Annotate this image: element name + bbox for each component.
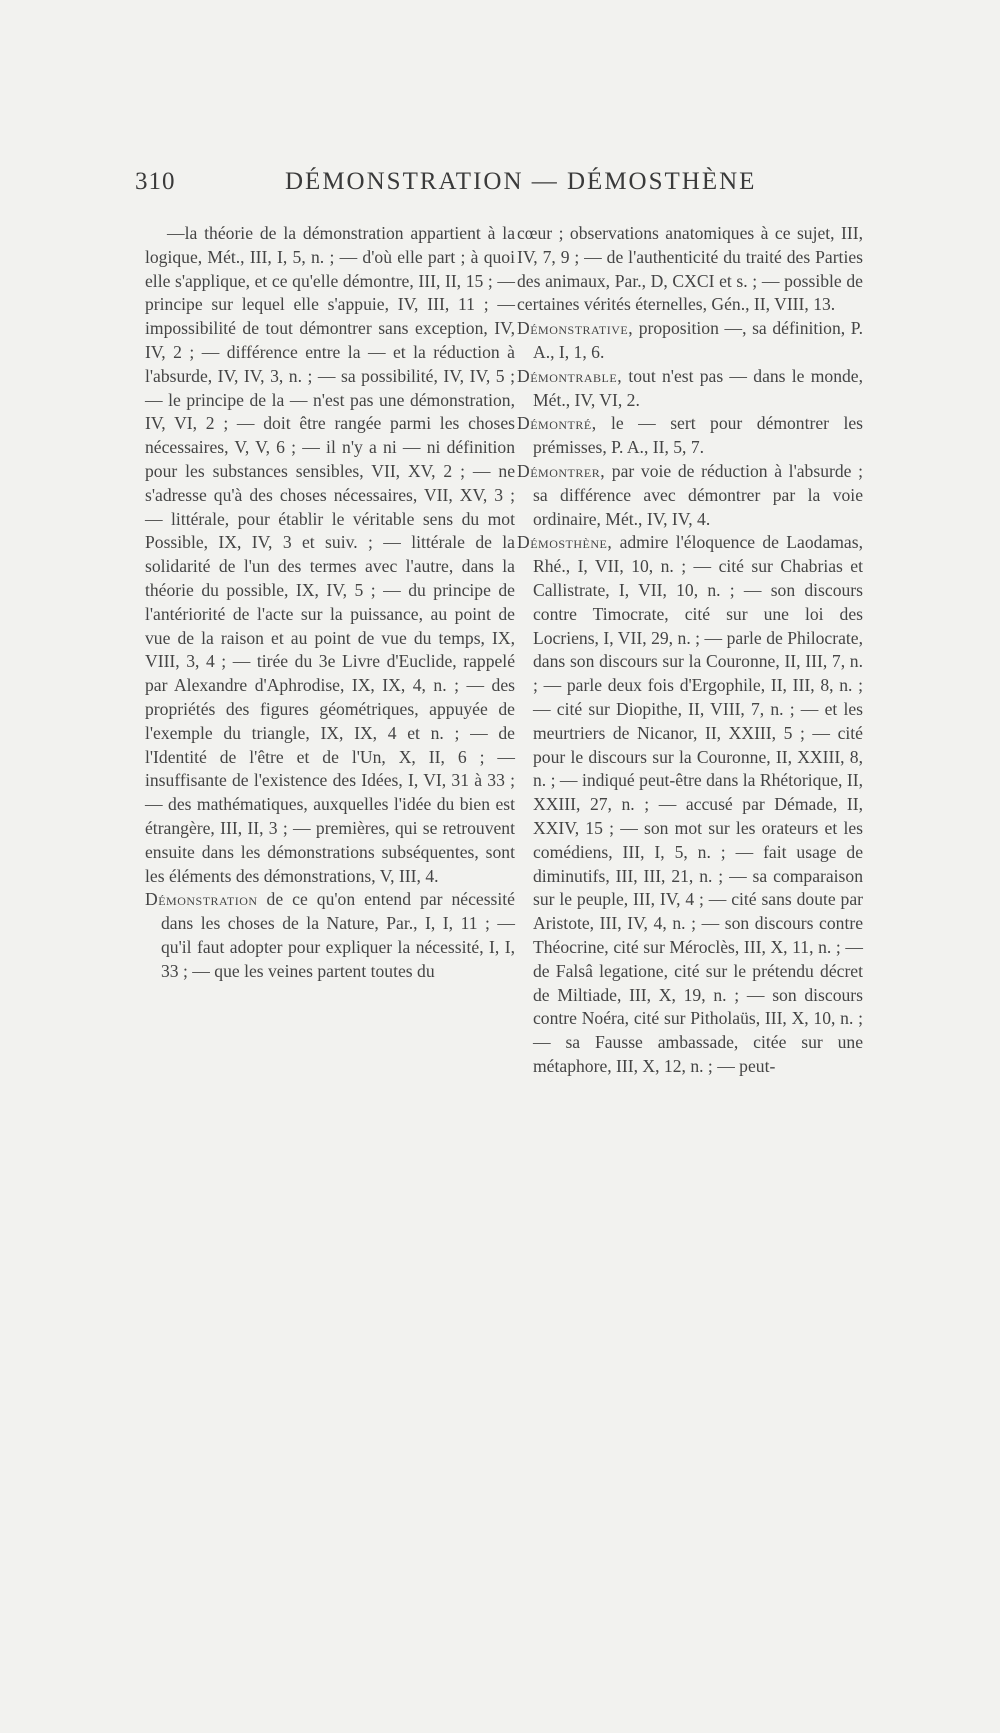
index-entry-demosthene [517,531,863,1078]
entry-headword: Démosthène, [517,532,613,553]
index-entry-demonstration [145,888,515,983]
entry-text: de ce qu'on entend par nécessité dans les choses de la Nature, Par., I, I, 11 ; — qu'il faut adopter pour expliquer la nécessité, I, I, 33 ; — que les veines partent toutes du [161,889,515,981]
entry-headword: Démontré, [517,413,597,434]
index-entry-demonstrative [517,317,863,365]
page-number: 310 [135,168,176,195]
entry-text: le — sert pour démontrer les prémisses, P. A., II, 5, 7. [533,413,863,458]
index-entry-demontrable [517,365,863,413]
left-column [145,222,515,984]
running-title: DÉMONSTRATION — DÉMOSTHÈNE [285,168,757,195]
running-header [135,168,835,208]
entry-headword: Démontrer, [517,460,606,481]
entry-text: par voie de réduction à l'absurde ; sa différence avec démontrer par la voie ordinaire, Mét., IV, IV, 4. [533,460,863,529]
entry-text: proposition —, sa définition, P. A., I, 1, 6. [533,318,863,362]
index-entry-demontrer [517,460,863,531]
right-column [517,222,863,1079]
entry-headword: Démonstrative, [517,318,634,339]
entry-text: tout n'est pas — dans le monde, Mét., IV, VI, 2. [533,365,863,410]
entry-continuation: cœur ; observations anatomiques à ce sujet, III, IV, 7, 9 ; — de l'authenticité du traité des Parties des animaux, Par., D, CXCI et s. ; — possible de certaines vérités éternelles, Gén., II, VIII, 13. [517,223,863,315]
entry-continuation: —la théorie de la démonstration appartient à la logique, Mét., III, I, 5, n. ; — d'où elle part ; à quoi elle s'applique, et ce qu'elle démontre, III, II, 15 ; — principe sur lequel elle s'appuie, IV, III, 11 ; — impossibilité de tout démontrer sans exception, IV, IV, 2 ; — différence entre la — et la réduction à l'absurde, IV, IV, 3, n. ; — sa possibilité, IV, IV, 5 ; — le principe de la — n'est pas une démonstration, IV, VI, 2 ; — doit être rangée parmi les choses nécessaires, V, V, 6 ; — il n'y a ni — ni définition pour les substances sensibles, VII, XV, 2 ; — ne s'adresse qu'à des choses nécessaires, VII, XV, 3 ; — littérale, pour établir le véritable sens du mot Possible, IX, IV, 3 et suiv. ; — littérale de la solidarité de l'un des termes avec l'autre, dans la théorie du possible, IX, IV, 5 ; — du principe de l'antériorité de l'acte sur la puissance, au point de vue de la raison et au point de vue du temps, IX, VIII, 3, 4 ; — tirée du 3e Livre d'Euclide, rappelé par Alexandre d'Aphrodise, IX, IX, 4, n. ; — des propriétés des figures géométriques, appuyée de l'exemple du triangle, IX, IX, 4 et n. ; — de l'Identité de l'être et de l'Un, X, II, 6 ; — insuffisante de l'existence des Idées, I, VI, 31 à 33 ; — des mathématiques, auxquelles l'idée du bien est étrangère, III, II, 3 ; — premières, qui se retrouvent ensuite dans les démonstrations subséquentes, sont les éléments des démonstrations, V, III, 4. [145,223,515,886]
entry-headword: Démonstration [145,889,258,910]
index-entry-demontre [517,412,863,460]
entry-headword: Démontrable, [517,365,623,386]
entry-text: admire l'éloquence de Laodamas, Rhé., I, VII, 10, n. ; — cité sur Chabrias et Callistrate, I, VII, 10, n. ; — son discours contre Timocrate, cité sur une loi des Locriens, I, VII, 29, n. ; — parle de Philocrate, dans son discours sur la Couronne, II, III, 7, n. ; — parle deux fois d'Ergophile, II, III, 8, n. ; — cité sur Diopithe, II, VIII, 7, n. ; — et les meurtriers de Nicanor, II, XXIII, 5 ; — cité pour le discours sur la Couronne, II, XXIII, 8, n. ; — indiqué peut-être dans la Rhétorique, II, XXIII, 27, n. ; — accusé par Démade, II, XXIV, 15 ; — son mot sur les orateurs et les comédiens, III, I, 5, n. ; — fait usage de diminutifs, III, III, 21, n. ; — sa comparaison sur le peuple, III, IV, 4 ; — cité sans doute par Aristote, III, IV, 4, n. ; — son discours contre Théocrine, cité sur Méroclès, III, X, 11, n. ; — de Falsâ legatione, cité sur le prétendu décret de Miltiade, III, X, 19, n. ; — son discours contre Noéra, cité sur Pitholaüs, III, X, 10, n. ; — sa Fausse ambassade, citée sur une métaphore, III, X, 12, n. ; — peut- [533,532,863,1076]
